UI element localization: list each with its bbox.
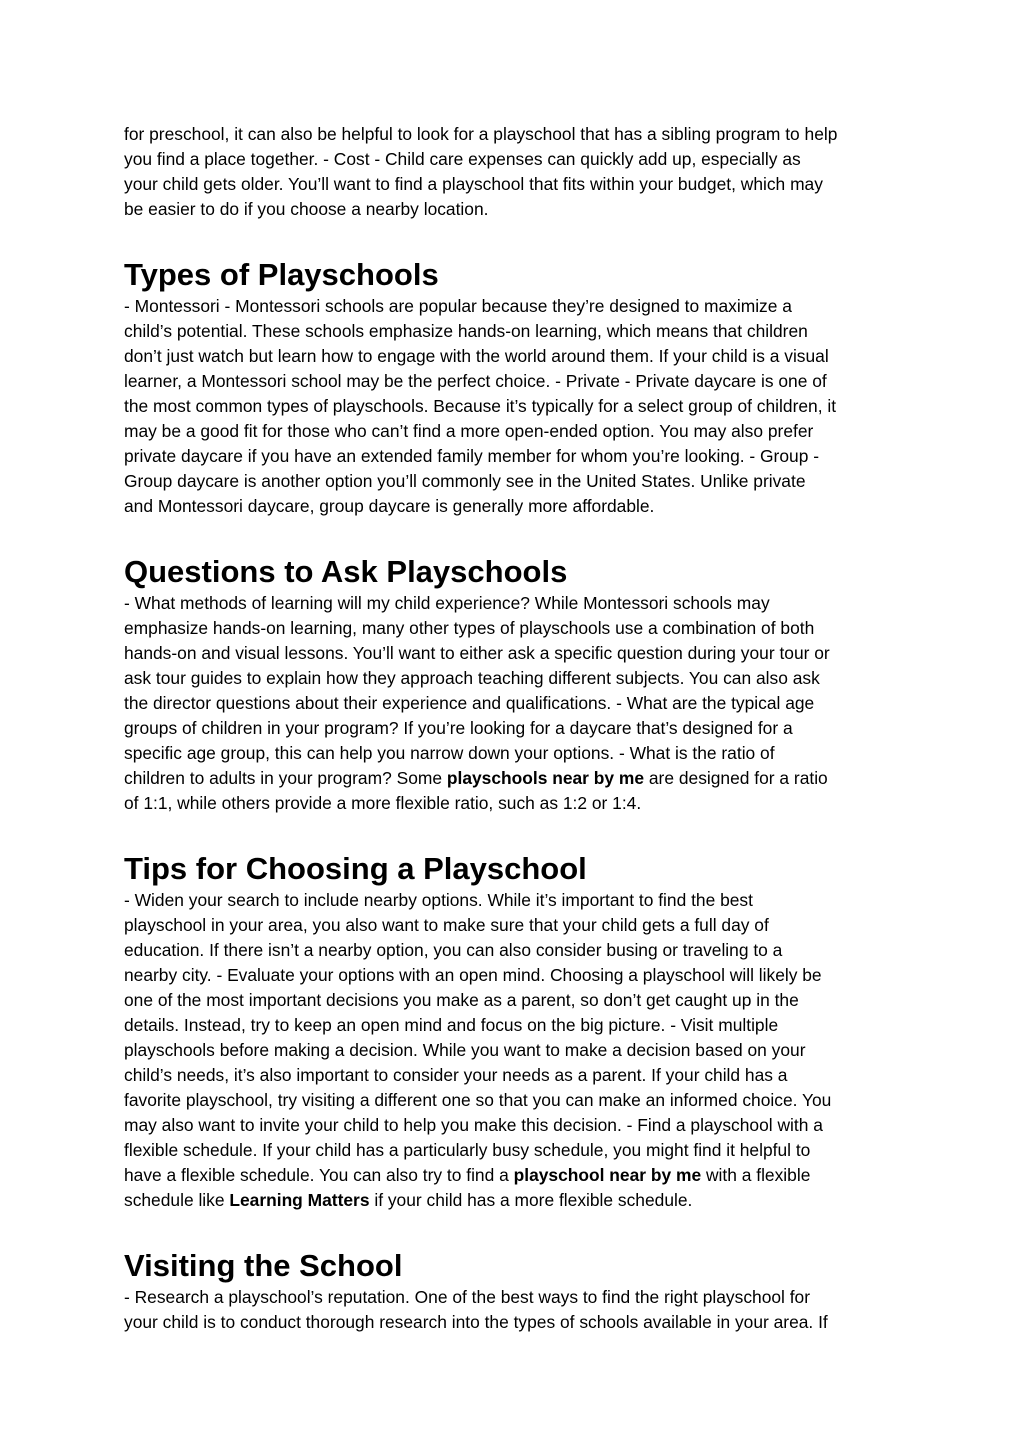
document-page (124, 122, 914, 1335)
tips-heading: Tips for Choosing a Playschool (124, 851, 587, 886)
types-paragraph: - Montessori - Montessori schools are popular because they’re designed to maximize a child’s potential. These schools emphasize hands-on learning, which means that children don’t just watch but learn how to engage with the world around them. If your child is a visual learner, a Montessori school may be the perfect choice. - Private - Private daycare is one of the most common types of playschools. Because it’s typically for a select group of children, it may be a good fit for those who can’t find a more open-ended option. You may also prefer private daycare if you have an extended family member for whom you’re looking. - Group - Group daycare is another option you’ll commonly see in the United States. Unlike private and Montessori daycare, group daycare is generally more affordable. (124, 296, 837, 516)
questions-heading: Questions to Ask Playschools (124, 554, 568, 589)
visiting-paragraph: - Research a playschool’s reputation. One of the best ways to find the right playschool for your child is to conduct thorough research into the types of schools available in your area. If (124, 1287, 828, 1332)
questions-paragraph (124, 591, 914, 816)
intro-paragraph: for preschool, it can also be helpful to look for a playschool that has a sibling program to help you find a place together. - Cost - Child care expenses can quickly add up, especially as your child gets older. You’ll want to find a playschool that fits within your budget, which may be easier to do if you choose a nearby location. (124, 124, 838, 219)
keyword-playschools-near-by-me: playschools near by me (446, 768, 645, 788)
types-heading: Types of Playschools (124, 257, 439, 292)
section-gap (124, 222, 914, 256)
section-gap (124, 519, 914, 553)
tips-text-before: - Widen your search to include nearby options. While it’s important to find the best playschool in your area, you also want to make sure that your child gets a full day of education. If there isn’t a nearby option, you can also consider busing or traveling to a nearby city. - Evaluate your options with an open mind. Choosing a playschool will likely be one of the most important decisions you make as a parent, so don’t get caught up in the details. Instead, try to keep an open mind and focus on the big picture. - Visit multiple playschools before making a decision. While you want to make a decision based on your child’s needs, it’s also important to consider your needs as a parent. If your child has a favorite playschool, try visiting a different one so that you can make an informed choice. You may also want to invite your child to help you make this decision. - Find a playschool with a flexible schedule. If your child has a particularly busy schedule, you might find it helpful to have a flexible schedule. You can also try to find a (124, 890, 832, 1185)
keyword-playschool-near-by-me: playschool near by me (513, 1165, 702, 1185)
visiting-heading: Visiting the School (124, 1248, 403, 1283)
tips-paragraph (124, 888, 914, 1213)
tips-text-middle: with a flexible schedule like (124, 1165, 811, 1210)
section-gap (124, 816, 914, 850)
tips-text-after: if your child has a more flexible schedule. (369, 1190, 693, 1210)
questions-text-after: are designed for a ratio of 1:1, while others provide a more flexible ratio, such as 1:2 or 1:4. (124, 768, 828, 813)
questions-text-before: - What methods of learning will my child experience? While Montessori schools may emphasize hands-on learning, many other types of playschools use a combination of both hands-on and visual lessons. You’ll want to either ask a specific question during your tour or ask tour guides to explain how they approach teaching different subjects. You can also ask the director questions about their experience and qualifications. - What are the typical age groups of children in your program? If you’re looking for a daycare that’s designed for a specific age group, this can help you narrow down your options. - What is the ratio of children to adults in your program? Some (124, 593, 830, 788)
section-gap (124, 1213, 914, 1247)
keyword-learning-matters: Learning Matters (229, 1190, 370, 1210)
